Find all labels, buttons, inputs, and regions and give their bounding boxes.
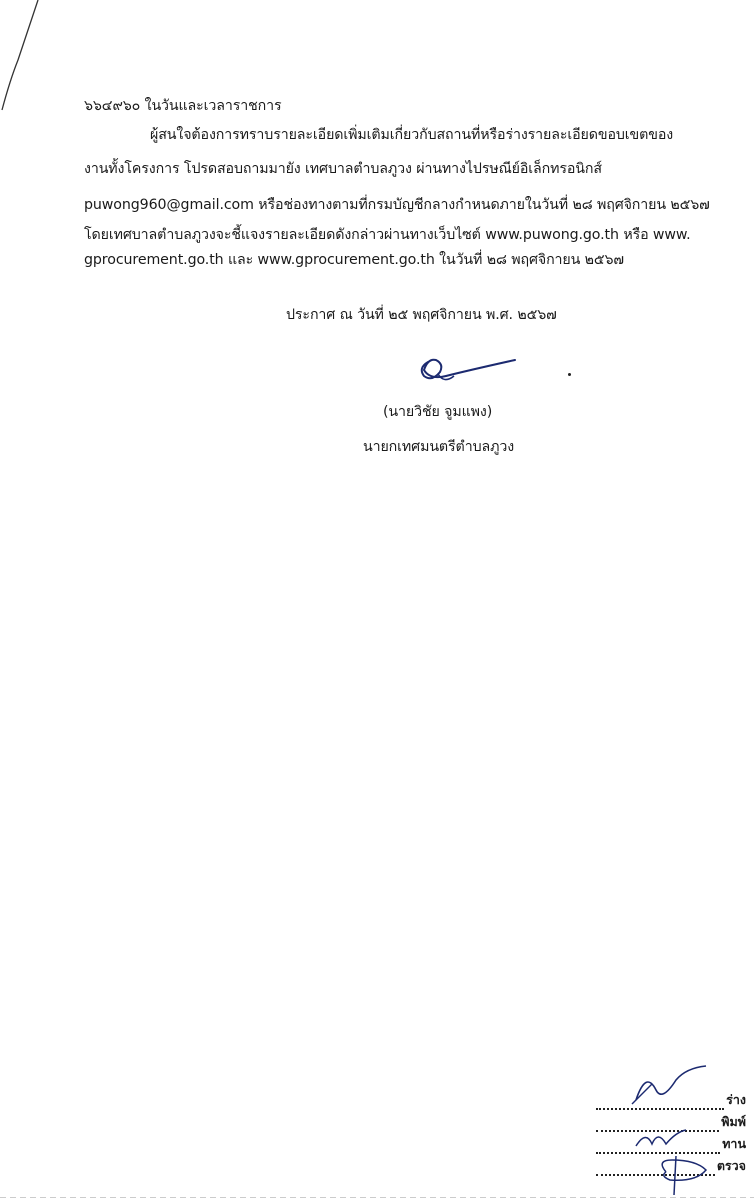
stamp-label-review: ทาน (722, 1136, 746, 1151)
body-line-3: งานทั้งโครงการ โปรดสอบถามมายัง เทศบาลตำบลภูวง ผ่านทางไปรษณีย์อิเล็กทรอนิกส์ (84, 161, 602, 177)
signer-name: (นายวิชัย จูมแพง) (383, 404, 493, 420)
signature-image (410, 350, 530, 390)
stamp-label-check: ตรวจ (716, 1158, 746, 1173)
signer-title: นายกเทศมนตรีตำบลภูวง (363, 439, 515, 455)
scan-edge (0, 1197, 754, 1198)
stamp-label-draft: ร่าง (726, 1092, 746, 1107)
ink-dot (568, 373, 571, 376)
body-line-5: โดยเทศบาลตำบลภูวงจะชี้แจงรายละเอียดดังกล่าวผ่านทางเว็บไซต์ www.puwong.go.th หรือ www. (84, 227, 691, 243)
body-line-1: ๖๖๔๙๖๐ ในวันและเวลาราชการ (84, 98, 282, 114)
corner-line-mark (0, 0, 40, 120)
body-line-4: puwong960@gmail.com หรือช่องทางตามที่กรมบัญชีกลางกำหนดภายในวันที่ ๒๘ พฤศจิกายน ๒๕๖๗ (84, 197, 710, 213)
announce-date: ประกาศ ณ วันที่ ๒๕ พฤศจิกายน พ.ศ. ๒๕๖๗ (286, 307, 557, 323)
body-line-2: ผู้สนใจต้องการทราบรายละเอียดเพิ่มเติมเกี่ยวกับสถานที่หรือร่างรายละเอียดขอบเขตของ (150, 127, 674, 143)
body-line-6: gprocurement.go.th และ www.gprocurement.go.th ในวันที่ ๒๘ พฤศจิกายน ๒๕๖๗ (84, 252, 625, 268)
initial-signatures (596, 1060, 746, 1200)
stamp-label-print: พิมพ์ (721, 1114, 746, 1129)
initial-stamp-block (596, 1060, 746, 1200)
